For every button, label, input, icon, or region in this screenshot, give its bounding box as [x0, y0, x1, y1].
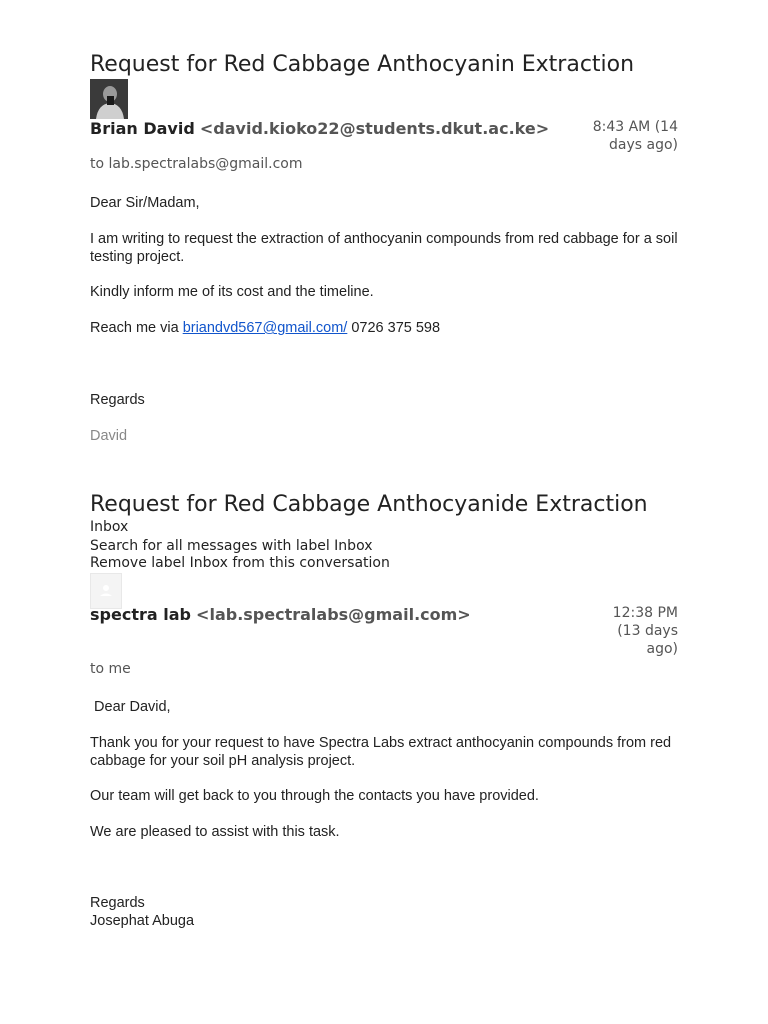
email2-recipient: to me: [90, 661, 131, 677]
sender-name[interactable]: Brian David: [90, 119, 195, 138]
email1-timestamp: [593, 118, 678, 154]
email1-paragraph: I am writing to request the extraction of anthocyanin compounds from red cabbage for a soil testing project.: [90, 231, 678, 265]
time-line: (13 days: [617, 623, 678, 639]
email2-paragraph: Our team will get back to you through the contacts you have provided.: [90, 788, 539, 804]
sender-avatar[interactable]: [90, 79, 128, 119]
search-label-link[interactable]: Search for all messages with label Inbox: [90, 538, 373, 554]
email2-signature: Josephat Abuga: [90, 913, 195, 929]
email1-regards: Regards: [90, 392, 145, 408]
contact-email-link[interactable]: briandvd567@gmail.com/: [182, 320, 348, 336]
email2-paragraph: Thank you for your request to have Spectra Labs extract anthocyanin compounds from red cabbage for your soil pH analysis project.: [90, 735, 672, 769]
time-line: ago): [646, 641, 678, 657]
avatar-photo-icon: [90, 79, 128, 119]
email1-subject: Request for Red Cabbage Anthocyanin Extraction: [90, 52, 635, 77]
sender-email[interactable]: <lab.spectralabs@gmail.com>: [196, 605, 471, 624]
default-avatar-icon: [91, 574, 121, 608]
time-line: 8:43 AM (14: [592, 119, 678, 135]
time-line: 12:38 PM: [612, 605, 678, 621]
contact-phone: 0726 375 598: [351, 320, 441, 336]
sender-avatar[interactable]: [90, 573, 122, 609]
sender-name[interactable]: spectra lab: [90, 605, 191, 624]
time-line: days ago): [609, 137, 678, 153]
contact-prefix: Reach me via: [90, 320, 179, 336]
email1-paragraph: Kindly inform me of its cost and the timeline.: [90, 284, 374, 300]
email2-timestamp: [613, 604, 678, 658]
email1-signature: David: [90, 428, 128, 444]
inbox-label[interactable]: Inbox: [90, 519, 129, 535]
sender-email[interactable]: <david.kioko22@students.dkut.ac.ke>: [199, 119, 550, 138]
remove-label-link[interactable]: Remove label Inbox from this conversation: [90, 555, 390, 571]
email2-subject: Request for Red Cabbage Anthocyanide Extraction: [90, 492, 648, 517]
email2-regards: Regards: [90, 895, 145, 911]
email1-greeting: Dear Sir/Madam,: [90, 195, 200, 211]
email2-greeting: Dear David,: [90, 699, 171, 715]
email1-recipient: to lab.spectralabs@gmail.com: [90, 156, 303, 172]
email2-sender: [90, 605, 471, 624]
email1-contact-line: [90, 319, 678, 337]
email1-sender: [90, 119, 549, 138]
email2-paragraph: We are pleased to assist with this task.: [90, 824, 340, 840]
